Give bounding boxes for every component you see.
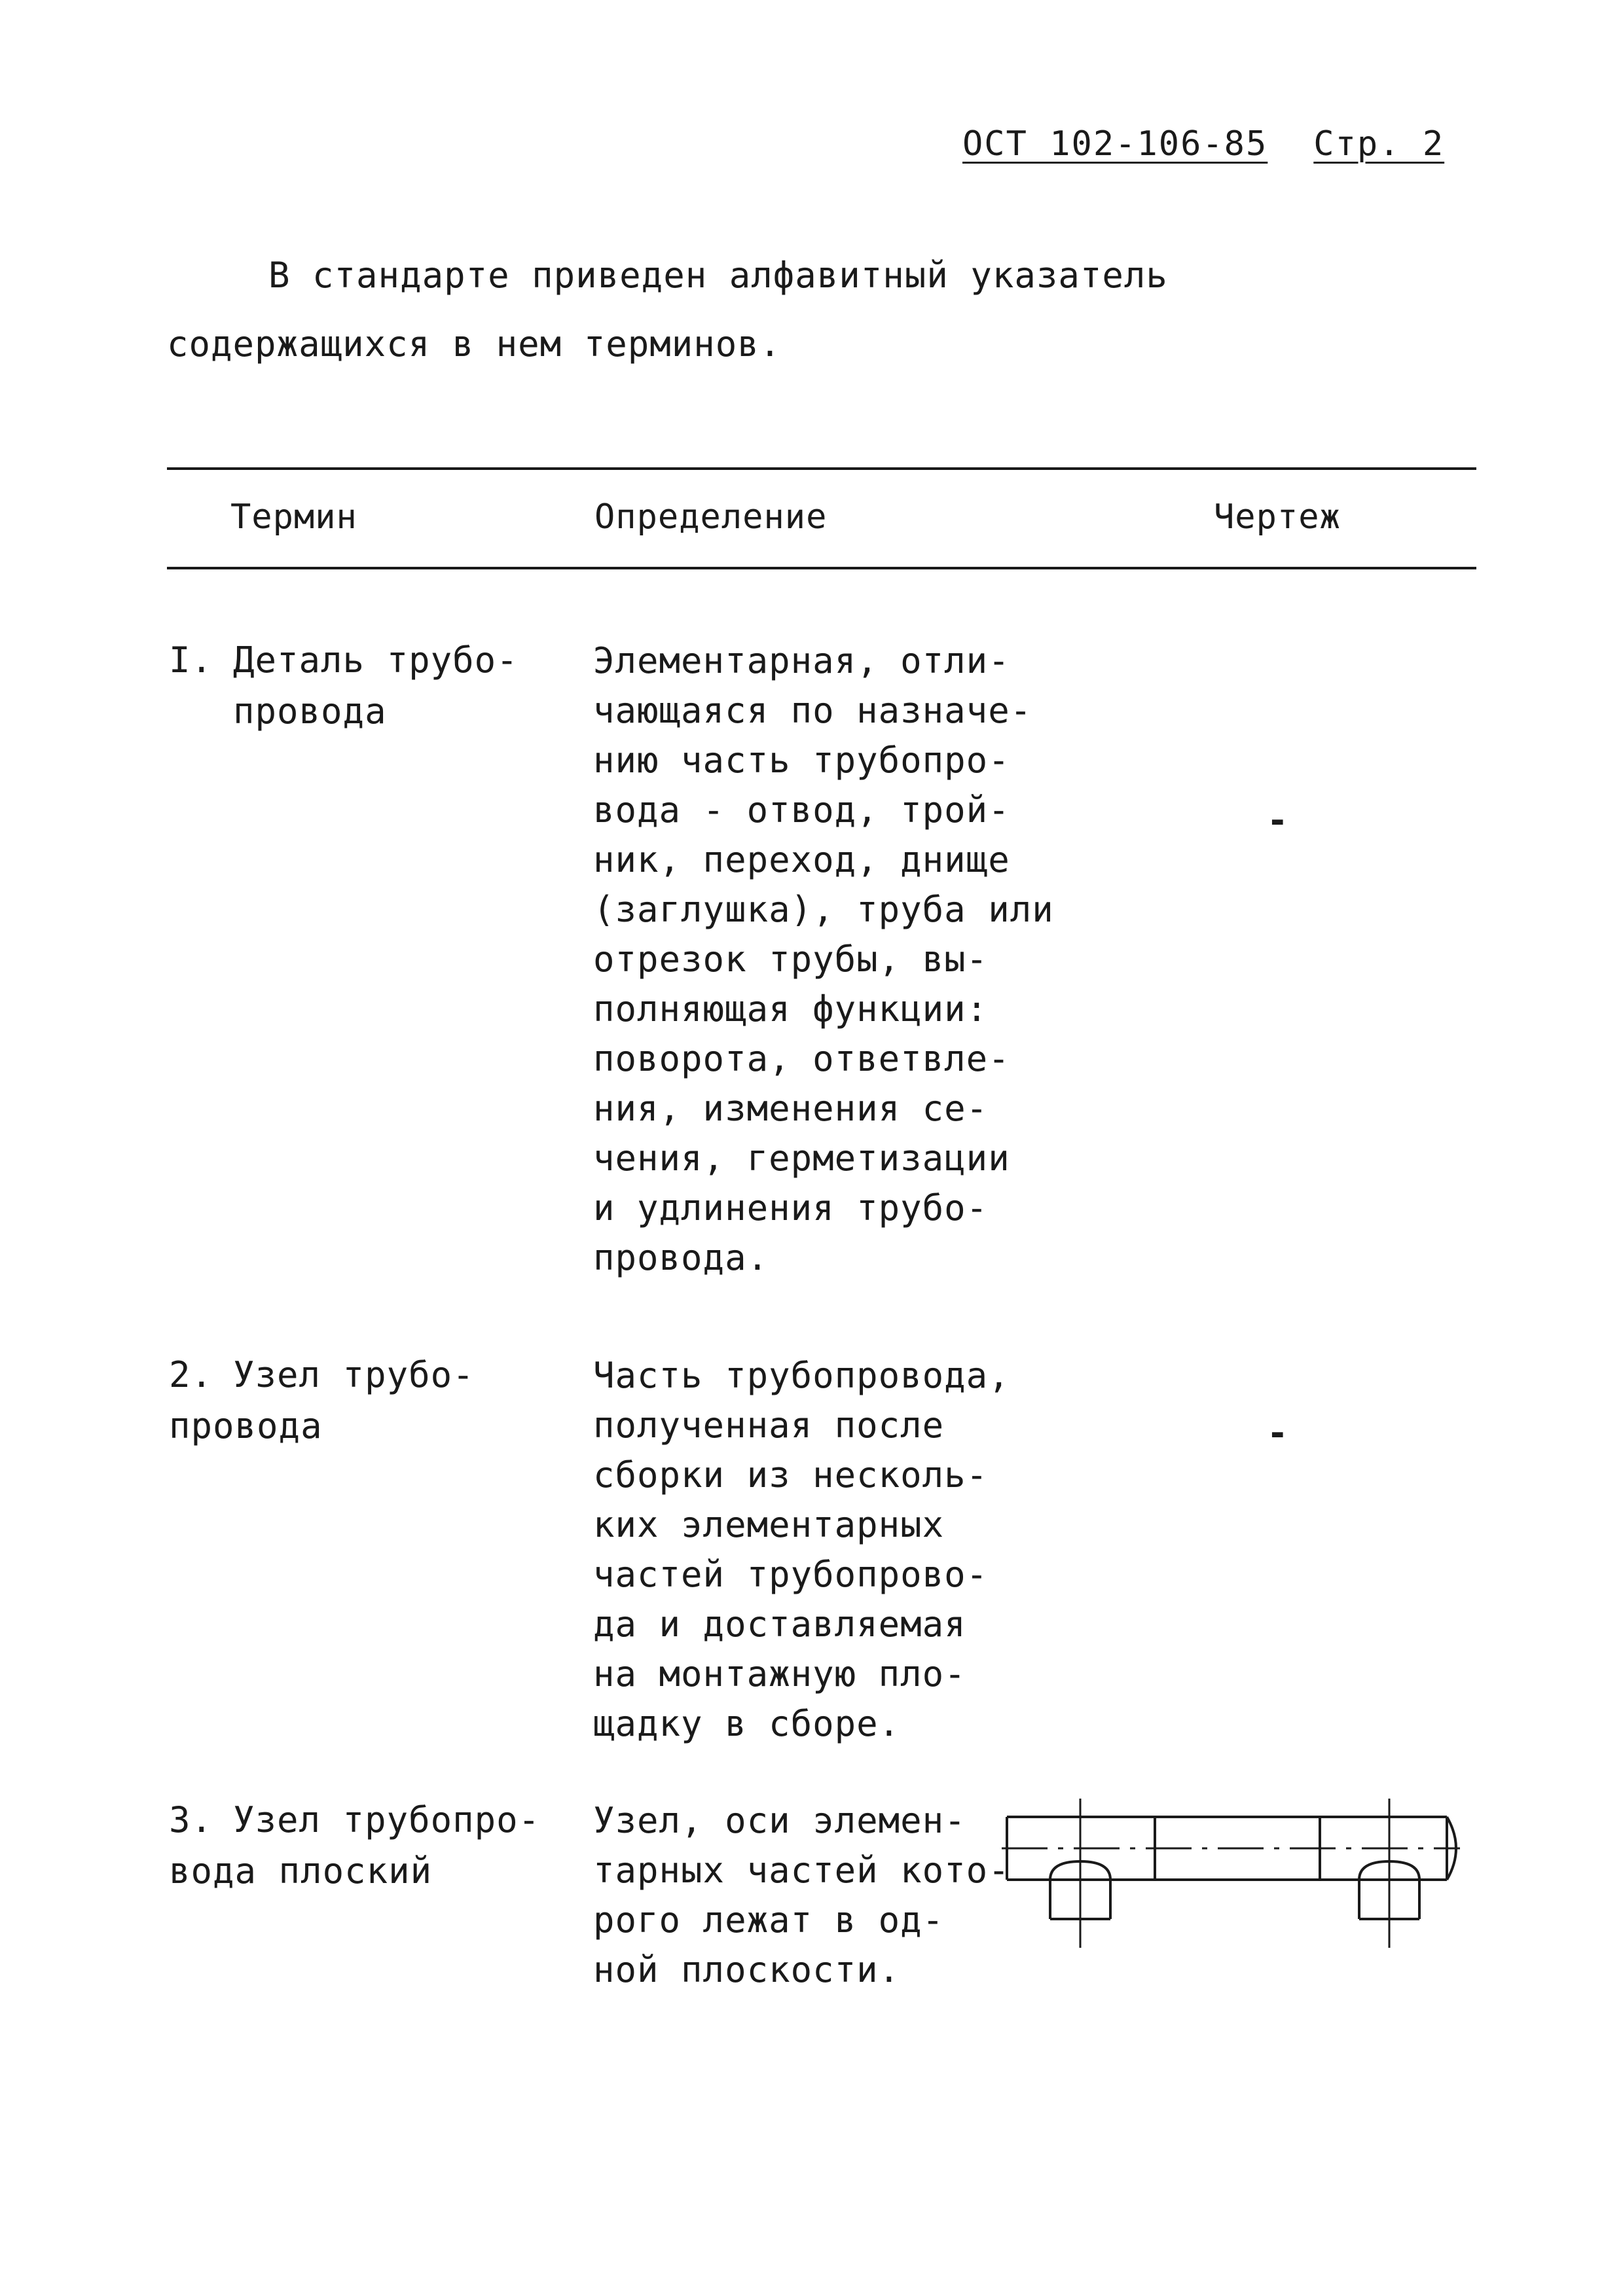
definition-line: Узел, оси элемен- [593, 1800, 966, 1841]
term-line: вода плоский [169, 1850, 433, 1892]
table-row-definition [593, 1796, 1010, 1995]
definition-line: вода - отвод, трой- [593, 789, 1010, 831]
definition-line: нию часть трубопро- [593, 740, 1010, 781]
term-number: 3. [169, 1799, 213, 1840]
column-header-definition: Определение [594, 497, 828, 537]
definition-line: полученная после [593, 1405, 945, 1446]
page-number: Стр. 2 [1313, 124, 1445, 164]
intro-paragraph: В стандарте приведен алфавитный указатель содержащихся в нем терминов. [167, 255, 1168, 365]
drawing-none-dash: - [1267, 1412, 1288, 1454]
definition-line: тарных частей кото- [593, 1850, 1010, 1891]
term-line: провода [169, 1405, 323, 1446]
definition-line: ник, переход, днище [593, 839, 1010, 880]
term-line: Узел трубо- [233, 1354, 475, 1395]
document-code: ОСТ 102-106-85 [962, 124, 1268, 164]
table-header-rule [167, 567, 1476, 569]
drawing-none-dash: - [1267, 800, 1288, 841]
page-header [962, 124, 1444, 164]
table-row-term [169, 1350, 475, 1452]
definition-line: чающаяся по назначе- [593, 690, 1032, 731]
definition-line: полняющая функции: [593, 988, 989, 1030]
definition-line: поворота, ответвле- [593, 1038, 1010, 1079]
column-header-term: Термин [230, 497, 357, 537]
definition-line: Элементарная, отли- [593, 640, 1010, 681]
definition-line: и удлинения трубо- [593, 1187, 989, 1229]
term-line: Деталь трубо- [233, 639, 519, 681]
definition-line: рого лежат в од- [593, 1899, 945, 1941]
column-header-drawing: Чертеж [1214, 497, 1341, 537]
definition-line: провода. [593, 1237, 769, 1278]
term-line: Узел трубопро- [233, 1799, 541, 1840]
table-row-term [169, 635, 519, 737]
term-number: I. [169, 639, 213, 681]
table-row-definition [593, 636, 1054, 1283]
definition-line: ния, изменения се- [593, 1088, 989, 1129]
definition-line: да и доставляемая [593, 1604, 966, 1645]
flat-pipe-assembly-drawing [1002, 1799, 1473, 1971]
definition-line: ких элементарных [593, 1504, 945, 1545]
term-number: 2. [169, 1354, 213, 1395]
definition-line: ной плоскости. [593, 1949, 901, 1990]
table-row-term [169, 1795, 540, 1897]
definition-line: чения, герметизации [593, 1138, 1010, 1179]
definition-line: на монтажную пло- [593, 1653, 966, 1695]
definition-line: щадку в сборе. [593, 1703, 901, 1744]
term-line: провода [233, 691, 387, 732]
definition-line: (заглушка), труба или [593, 889, 1054, 930]
definition-line: отрезок трубы, вы- [593, 939, 989, 980]
table-top-rule [167, 467, 1476, 470]
definition-line: Часть трубопровода, [593, 1355, 1010, 1396]
definition-line: частей трубопрово- [593, 1554, 989, 1595]
definition-line: сборки из несколь- [593, 1454, 989, 1496]
flat-pipe-assembly-icon [1002, 1799, 1473, 1969]
table-row-definition [593, 1351, 1010, 1749]
